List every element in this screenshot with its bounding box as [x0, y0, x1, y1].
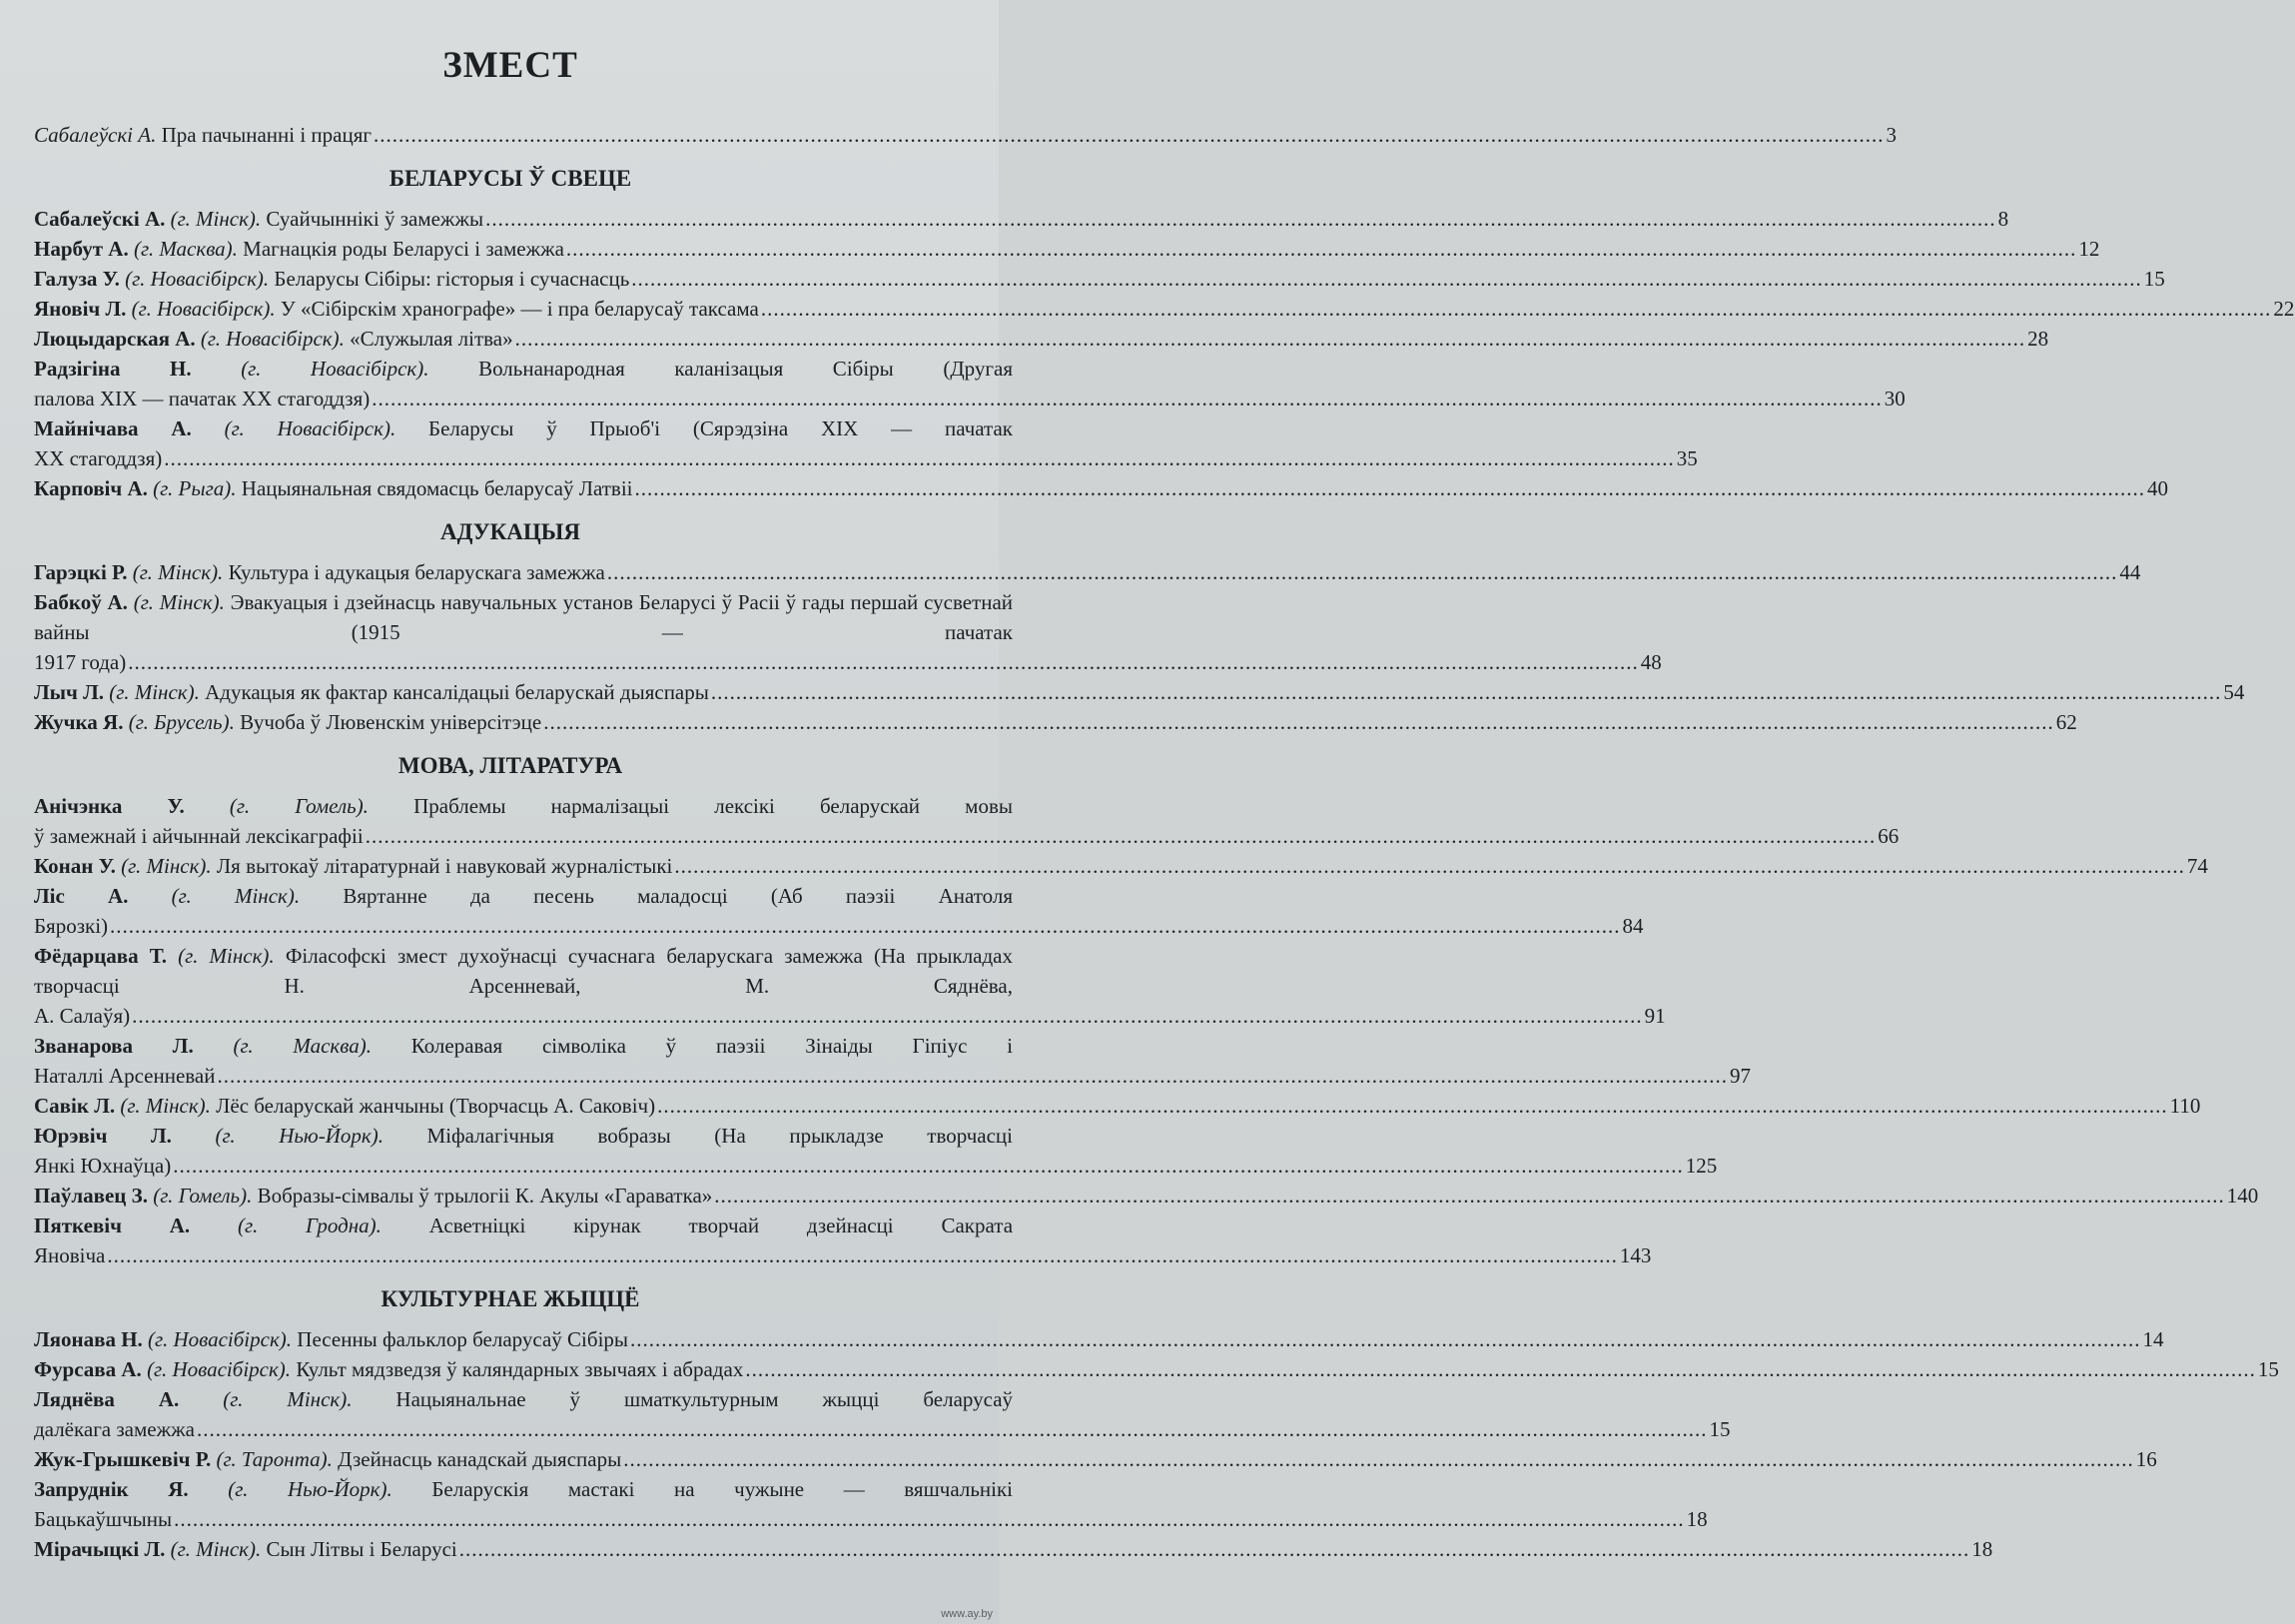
leader-dots: [515, 324, 2026, 354]
entry-author: Савік Л.: [34, 1094, 116, 1118]
toc-entry[interactable]: [34, 354, 1906, 413]
entry-city: (г. Новасібірск).: [200, 327, 345, 351]
toc-entry[interactable]: [34, 1474, 1708, 1534]
entry-author: Анічэнка У.: [34, 794, 185, 818]
entry-title: Адукацыя як фактар кансалідацыі беларускай дыяспары: [205, 680, 709, 704]
entry-city: (г. Масква).: [133, 237, 238, 261]
page-number: 48: [1640, 650, 1662, 674]
entry-line: [34, 851, 2208, 881]
entry-title: Бацькаўшчыны: [34, 1507, 173, 1531]
entry-city: (г. Мінск).: [109, 680, 200, 704]
entry-title: ў замежнай і айчыннай лексікаграфіі: [34, 824, 364, 848]
toc-entry[interactable]: [34, 881, 1644, 941]
entry-title: Бярозкі): [34, 914, 109, 938]
entry-line: [34, 443, 1698, 473]
page-number: 74: [2186, 854, 2208, 878]
toc-entry[interactable]: [34, 294, 2295, 324]
page-number: 140: [2226, 1184, 2259, 1208]
entry-line: [34, 1354, 2279, 1384]
entry-title-start: Беларускія мастакі на чужыне — вяшчальнікі: [431, 1477, 1013, 1501]
entry-city: (г. Гомель).: [153, 1184, 253, 1208]
entry-author: Званарова Л.: [34, 1034, 194, 1058]
leader-dots: [217, 1061, 1728, 1091]
entry-author: Сабалеўскі А.: [34, 207, 166, 231]
entry-line: [34, 1151, 1718, 1181]
entry-city: (г. Мінск).: [133, 590, 225, 614]
entry-title-start: Філасофскі змест духоўнасці сучаснага беларускага замежжа (На прыкладах творчасці Н. Арсенневай, М. Сяднёва,: [34, 944, 1014, 998]
leader-dots: [711, 677, 2222, 707]
intro-entry[interactable]: [34, 120, 1897, 150]
entry-city: (г. Новасібірск).: [224, 416, 396, 440]
entry-title: Беларусы Сібіры: гісторыя і сучаснасць: [274, 267, 630, 291]
entry-first-lines: [34, 1474, 1013, 1504]
entry-title: Суайчыннікі ў замежжы: [266, 207, 484, 231]
entry-author: Гарэцкі Р.: [34, 560, 128, 584]
page-number: 110: [2169, 1094, 2201, 1118]
leader-dots: [623, 1444, 2134, 1474]
toc-entry[interactable]: [34, 707, 2077, 737]
section-title: КУЛЬТУРНАЕ ЖЫЦЦЁ: [381, 1286, 640, 1311]
toc-entry[interactable]: [34, 1324, 2164, 1354]
entry-city: (г. Мінск).: [171, 884, 301, 908]
toc-sections: [34, 154, 2295, 1564]
entry-title: далёкага замежжа: [34, 1417, 195, 1441]
entry-author: Лыч Л.: [34, 680, 105, 704]
entry-first-lines: [34, 881, 1013, 911]
page-number: 125: [1685, 1154, 1718, 1178]
entry-city: (г. Нью-Йорк).: [228, 1477, 392, 1501]
entry-city: (г. Мінск).: [121, 854, 212, 878]
entry-author: Запруднік Я.: [34, 1477, 189, 1501]
page-number: 12: [2078, 237, 2100, 261]
watermark: www.ay.by: [941, 1608, 993, 1620]
entry-first-lines: [34, 1031, 1013, 1061]
entry-first-lines: [34, 1121, 1013, 1151]
leader-dots: [164, 443, 1675, 473]
leader-dots: [566, 234, 2077, 264]
entry-title: Ля вытокаў літаратурнай і навуковай журналістыкі: [216, 854, 673, 878]
entry-title: 1917 года): [34, 650, 127, 674]
entry-line: [34, 1061, 1751, 1091]
entry-first-lines: [34, 354, 1013, 384]
entry-line: [34, 1181, 2259, 1211]
entry-title: Культура і адукацыя беларускага замежжа: [228, 560, 605, 584]
entry-author: Ляонава Н.: [34, 1327, 143, 1351]
entry-title: Вучоба ў Лювенскім універсітэце: [240, 710, 542, 734]
section-title: АДУКАЦЫЯ: [440, 519, 580, 544]
entry-author: Фёдарцава Т.: [34, 944, 167, 968]
leader-dots: [674, 851, 2185, 881]
leader-dots: [630, 1324, 2141, 1354]
entry-author: Ліс А.: [34, 884, 129, 908]
entry-title: Янкі Юхнаўца): [34, 1154, 172, 1178]
page-number: 40: [2147, 476, 2168, 500]
entry-title-start: Праблемы нармалізацыі лексікі беларускай мовы: [413, 794, 1013, 818]
toc-entry[interactable]: [34, 1181, 2259, 1211]
entry-title: «Служылая літва»: [350, 327, 513, 351]
entry-title-start: Вольнанародная каланізацыя Сібіры (Другая: [478, 357, 1013, 381]
entry-city: (г. Масква).: [233, 1034, 372, 1058]
entry-city: (г. Мінск).: [132, 560, 224, 584]
entry-author: Радзігіна Н.: [34, 357, 192, 381]
entry-city: (г. Гомель).: [229, 794, 369, 818]
entry-line: [34, 120, 1897, 150]
entry-line: [34, 234, 2100, 264]
entry-author: Мірачыцкі Л.: [34, 1537, 166, 1561]
entry-city: (г. Новасібірск).: [241, 357, 429, 381]
entry-title: Вобразы-сімвалы ў трылогіі К. Акулы «Гараватка»: [257, 1184, 713, 1208]
entry-title: Лёс беларускай жанчыны (Творчасць А. Саковіч): [216, 1094, 656, 1118]
page-number: 18: [1971, 1537, 1993, 1561]
leader-dots: [657, 1091, 2168, 1121]
toc-entry[interactable]: [34, 557, 2141, 587]
entry-title-start: Нацыянальнае ў шматкультурным жыцці беларусаў: [395, 1387, 1014, 1411]
leader-dots: [110, 911, 1621, 941]
toc-entry[interactable]: [34, 264, 2165, 294]
leader-dots: [485, 204, 1996, 234]
entry-title-start: Беларусы ў Прыоб'і (Сярэдзіна XIX — пачатак: [428, 416, 1013, 440]
toc-entry[interactable]: [34, 1384, 1731, 1444]
leader-dots: [132, 1001, 1643, 1031]
toc-entry[interactable]: [34, 413, 1698, 473]
entry-author: Фурсава А.: [34, 1357, 142, 1381]
entry-title: Песенны фальклор беларусаў Сібіры: [297, 1327, 629, 1351]
entry-line: [34, 204, 2009, 234]
entry-author: Яновіч Л.: [34, 297, 127, 321]
entry-title: Нацыянальная свядомасць беларусаў Латвіі: [241, 476, 633, 500]
entry-author: Конан У.: [34, 854, 116, 878]
leader-dots: [128, 647, 1639, 677]
entry-author: Жук-Грышкевіч Р.: [34, 1447, 212, 1471]
entry-city: (г. Новасібірск).: [131, 297, 276, 321]
page-number: 3: [1886, 123, 1897, 147]
page-number: 91: [1644, 1004, 1666, 1028]
entry-title: Пра пачынанні і працяг: [161, 123, 372, 147]
leader-dots: [631, 264, 2142, 294]
entry-line: [34, 1001, 1666, 1031]
entry-city: (г. Мінск).: [170, 1537, 262, 1561]
page-number: 8: [1997, 207, 2009, 231]
entry-author: Сабалеўскі А.: [34, 123, 157, 147]
entry-city: (г. Мінск).: [178, 944, 275, 968]
entry-title-start: Колеравая сімволіка ў паэзіі Зінаіды Гіпіус і: [410, 1034, 1014, 1058]
entry-line: [34, 647, 1662, 677]
entry-title: XX стагоддзя): [34, 446, 163, 470]
entry-author: Нарбут А.: [34, 237, 129, 261]
toc-entry[interactable]: [34, 791, 1900, 851]
entry-title: Культ мядзведзя ў каляндарных звычаях і абрадах: [296, 1357, 744, 1381]
leader-dots: [174, 1504, 1685, 1534]
leader-dots: [107, 1240, 1618, 1270]
page-number: 15: [2257, 1357, 2279, 1381]
toc-entry[interactable]: [34, 204, 2009, 234]
entry-author: Галуза У.: [34, 267, 120, 291]
leader-dots: [372, 384, 1883, 413]
leader-dots: [374, 120, 1885, 150]
toc-entry[interactable]: [34, 1091, 2201, 1121]
page-number: 18: [1686, 1507, 1708, 1531]
page-number: 97: [1729, 1064, 1751, 1088]
page-number: 143: [1619, 1243, 1652, 1267]
entry-title: Магнацкія роды Беларусі і замежжа: [243, 237, 564, 261]
page-number: 54: [2223, 680, 2245, 704]
entry-line: [34, 384, 1906, 413]
entry-author: Карповіч А.: [34, 476, 148, 500]
entry-line: [34, 473, 2168, 503]
page-number: 16: [2135, 1447, 2157, 1471]
entry-line: [34, 677, 2245, 707]
toc-entry[interactable]: [34, 1534, 1993, 1564]
entry-title: Дзейнасць канадскай дыяспары: [338, 1447, 622, 1471]
entry-line: [34, 1534, 1993, 1564]
entry-line: [34, 1444, 2157, 1474]
toc-entry[interactable]: [34, 324, 2049, 354]
toc-entry[interactable]: [34, 473, 2168, 503]
toc-entry[interactable]: [34, 851, 2208, 881]
entry-line: [34, 821, 1900, 851]
entry-first-lines: [34, 587, 1013, 647]
toc-entry[interactable]: [34, 677, 2245, 707]
entry-city: (г. Мінск).: [170, 207, 262, 231]
toc-entry[interactable]: [34, 1211, 1652, 1270]
entry-author: Люцыдарская А.: [34, 327, 196, 351]
section-title: БЕЛАРУСЫ Ў СВЕЦЕ: [388, 166, 632, 191]
leader-dots: [366, 821, 1877, 851]
entry-first-lines: [34, 413, 1013, 443]
entry-line: [34, 1324, 2164, 1354]
entry-city: (г. Гродна).: [238, 1214, 382, 1237]
entry-city: (г. Новасібірск).: [125, 267, 270, 291]
toc-entry[interactable]: [34, 1121, 1718, 1181]
page-number: 44: [2119, 560, 2141, 584]
entry-title-start: Міфалагічныя вобразы (На прыкладзе творчасці: [426, 1124, 1014, 1148]
entry-line: [34, 1414, 1731, 1444]
leader-dots: [543, 707, 2054, 737]
entry-city: (г. Мінск).: [120, 1094, 211, 1118]
entry-city: (г. Таронта).: [216, 1447, 333, 1471]
entry-author: Паўлавец З.: [34, 1184, 148, 1208]
page-number: 66: [1878, 824, 1900, 848]
page-number: 84: [1622, 914, 1644, 938]
page-number: 15: [1709, 1417, 1731, 1441]
entry-first-lines: [34, 1384, 1013, 1414]
entry-author: Пяткевіч А.: [34, 1214, 191, 1237]
leader-dots: [173, 1151, 1684, 1181]
entry-line: [34, 911, 1644, 941]
toc-entry[interactable]: [34, 1444, 2157, 1474]
entry-line: [34, 1091, 2201, 1121]
toc-entry[interactable]: [34, 587, 1662, 677]
toc-entry[interactable]: [34, 1354, 2279, 1384]
section-title: МОВА, ЛІТАРАТУРА: [397, 753, 623, 778]
leader-dots: [459, 1534, 1970, 1564]
entry-line: [34, 264, 2165, 294]
entry-first-lines: [34, 1211, 1013, 1240]
entry-author: Ляднёва А.: [34, 1387, 180, 1411]
entry-author: Бабкоў А.: [34, 590, 128, 614]
entry-city: (г. Рыга).: [153, 476, 237, 500]
entry-line: [34, 294, 2295, 324]
entry-title-start: Вяртанне да песень маладосці (Аб паэзіі Анатоля: [343, 884, 1014, 908]
entry-title: Наталлі Арсенневай: [34, 1064, 216, 1088]
leader-dots: [761, 294, 2272, 324]
entry-author: Юрэвіч Л.: [34, 1124, 172, 1148]
leader-dots: [745, 1354, 2256, 1384]
entry-line: [34, 324, 2049, 354]
entry-title: А. Салаўя): [34, 1004, 131, 1028]
entry-title-start: Асветніцкі кірунак творчай дзейнасці Сакрата: [428, 1214, 1014, 1237]
entry-city: (г. Новасібірск).: [147, 1357, 292, 1381]
leader-dots: [635, 473, 2146, 503]
page-number: 35: [1676, 446, 1698, 470]
entry-line: [34, 557, 2141, 587]
entry-first-lines: [34, 941, 1013, 1001]
entry-title: У «Сібірскім хранографе» — і пра беларусаў таксама: [280, 297, 759, 321]
toc-entry[interactable]: [34, 941, 1666, 1031]
leader-dots: [197, 1414, 1708, 1444]
entry-title: Сын Літвы і Беларусі: [266, 1537, 457, 1561]
entry-city: (г. Новасібірск).: [148, 1327, 293, 1351]
toc-entry[interactable]: [34, 234, 2100, 264]
page-number: 22: [2273, 297, 2295, 321]
leader-dots: [714, 1181, 2225, 1211]
entry-line: [34, 1504, 1708, 1534]
page-number: 30: [1884, 387, 1906, 410]
entry-city: (г. Брусель).: [128, 710, 235, 734]
entry-line: [34, 707, 2077, 737]
page-number: 15: [2143, 267, 2165, 291]
entry-city: (г. Нью-Йорк).: [215, 1124, 383, 1148]
page-number: 28: [2027, 327, 2049, 351]
page-number: 14: [2142, 1327, 2164, 1351]
entry-title: Яновіча: [34, 1243, 106, 1267]
entry-title: палова XIX — пачатак XX стагоддзя): [34, 387, 371, 410]
entry-line: [34, 1240, 1652, 1270]
entry-title-start: Эвакуацыя і дзейнасць навучальных установ Беларусі ў Расіі ў гады першай сусветнай вайны (1915 — пачатак: [34, 590, 1014, 644]
toc-entry[interactable]: [34, 1031, 1751, 1091]
entry-author: Жучка Я.: [34, 710, 124, 734]
entry-city: (г. Мінск).: [223, 1387, 353, 1411]
page-title: ЗМЕСТ: [442, 45, 578, 86]
entry-first-lines: [34, 791, 1013, 821]
page-number: 62: [2055, 710, 2077, 734]
leader-dots: [607, 557, 2118, 587]
entry-author: Майнічава А.: [34, 416, 192, 440]
